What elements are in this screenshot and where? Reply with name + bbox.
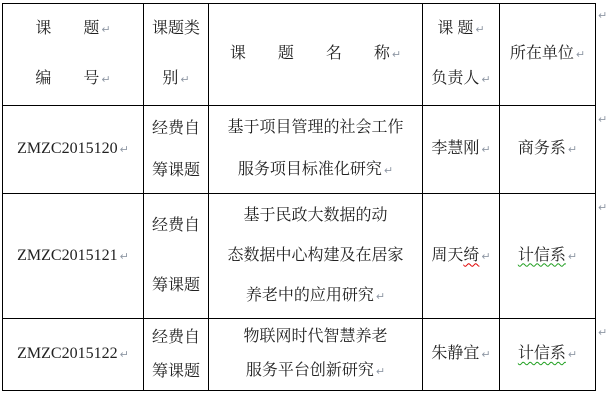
text-line: 课 题 名 称 ↵ xyxy=(229,45,402,62)
paragraph-mark-icon: ↵ xyxy=(119,143,129,156)
paragraph-mark-icon: ↵ xyxy=(101,22,111,36)
paragraph-mark-icon: ↵ xyxy=(567,143,578,156)
project-table xyxy=(2,3,596,391)
header-cell-leader xyxy=(423,4,500,106)
cell-title xyxy=(209,194,423,319)
cell-project-number xyxy=(3,106,144,194)
paragraph-mark-icon: ↵ xyxy=(567,348,578,361)
paragraph-mark-icon: ↵ xyxy=(575,48,586,61)
cell-category xyxy=(144,106,209,194)
paragraph-mark-icon: ↵ xyxy=(481,249,491,263)
table-header-row xyxy=(3,4,596,106)
cell-project-number xyxy=(3,194,144,319)
spelling-error-text: 绮 xyxy=(463,246,480,264)
header-cell-unit xyxy=(500,4,596,106)
paragraph-mark-icon: ↵ xyxy=(475,22,485,36)
grammar-error-text: 计信系 xyxy=(517,246,566,264)
row-end-mark-icon: ↵ xyxy=(598,326,607,339)
paragraph-mark-icon: ↵ xyxy=(101,73,111,87)
text-line: ZMZC2015122 ↵ xyxy=(17,345,129,362)
paragraph-mark-icon: ↵ xyxy=(375,364,386,378)
text-line: 筹课题 xyxy=(151,362,200,380)
table-row xyxy=(3,194,596,319)
text-line: 课 题 ↵ xyxy=(35,19,111,37)
text-line: 编 号 ↵ xyxy=(35,70,111,88)
text-line: 态数据中心构建及在居家 xyxy=(227,246,404,264)
text-line: 负责人 ↵ xyxy=(431,70,491,88)
text-line xyxy=(518,244,577,269)
text-line: 别 ↵ xyxy=(162,70,190,87)
text-line: 朱静宜 ↵ xyxy=(431,345,491,362)
text-line: 经费自 xyxy=(151,119,200,137)
text-line: 李慧刚 ↵ xyxy=(431,140,491,157)
table-row xyxy=(3,106,596,194)
paragraph-mark-icon: ↵ xyxy=(119,249,129,263)
paragraph-mark-icon: ↵ xyxy=(180,73,190,86)
paragraph-mark-icon: ↵ xyxy=(481,73,491,87)
table-row xyxy=(3,319,596,391)
paragraph-mark-icon: ↵ xyxy=(481,143,491,156)
cell-unit xyxy=(500,319,596,391)
row-end-mark-icon: ↵ xyxy=(598,113,607,126)
cell-category xyxy=(144,319,209,391)
cell-project-number xyxy=(3,319,144,391)
text-line: 商务系 ↵ xyxy=(517,140,578,157)
cell-title xyxy=(209,106,423,194)
paragraph-mark-icon: ↵ xyxy=(383,163,394,177)
text-line: 课 题 ↵ xyxy=(437,19,485,37)
text-line: 养老中的应用研究 ↵ xyxy=(245,286,386,304)
header-cell-title xyxy=(209,4,423,106)
text-line xyxy=(518,342,577,367)
text-line: 周天绮 ↵ xyxy=(431,246,491,264)
row-end-mark-icon: ↵ xyxy=(598,9,607,22)
paragraph-mark-icon: ↵ xyxy=(391,48,402,61)
text-line: 所在单位 ↵ xyxy=(509,45,586,62)
text-line: 服务项目标准化研究 ↵ xyxy=(237,160,394,178)
text-line: ZMZC2015121 ↵ xyxy=(17,246,129,264)
text-line: 服务平台创新研究 ↵ xyxy=(245,361,386,379)
cell-leader xyxy=(423,319,500,391)
cell-title xyxy=(209,319,423,391)
header-cell-category xyxy=(144,4,209,106)
cell-leader xyxy=(423,106,500,194)
grammar-error-text: 计信系 xyxy=(517,345,566,362)
paragraph-mark-icon: ↵ xyxy=(481,348,491,361)
paragraph-mark-icon: ↵ xyxy=(375,289,386,303)
text-line: 筹课题 xyxy=(151,161,200,179)
text-line: 经费自 xyxy=(151,328,200,346)
text-line: 基于民政大数据的动 xyxy=(243,206,388,224)
text-line: 课题类 xyxy=(151,20,200,37)
cell-unit xyxy=(500,194,596,319)
cell-category xyxy=(144,194,209,319)
cell-leader xyxy=(423,194,500,319)
text-line: 经费自 xyxy=(151,216,200,234)
row-end-mark-icon: ↵ xyxy=(598,201,607,214)
header-cell-project-number xyxy=(3,4,144,106)
text-line: 基于项目管理的社会工作 xyxy=(227,119,404,137)
paragraph-mark-icon: ↵ xyxy=(567,249,578,263)
cell-unit xyxy=(500,106,596,194)
text-line: ZMZC2015120 ↵ xyxy=(17,140,129,157)
paragraph-mark-icon: ↵ xyxy=(119,348,129,361)
text-line: 物联网时代智慧养老 xyxy=(243,328,388,346)
text-line: 筹课题 xyxy=(151,277,200,295)
